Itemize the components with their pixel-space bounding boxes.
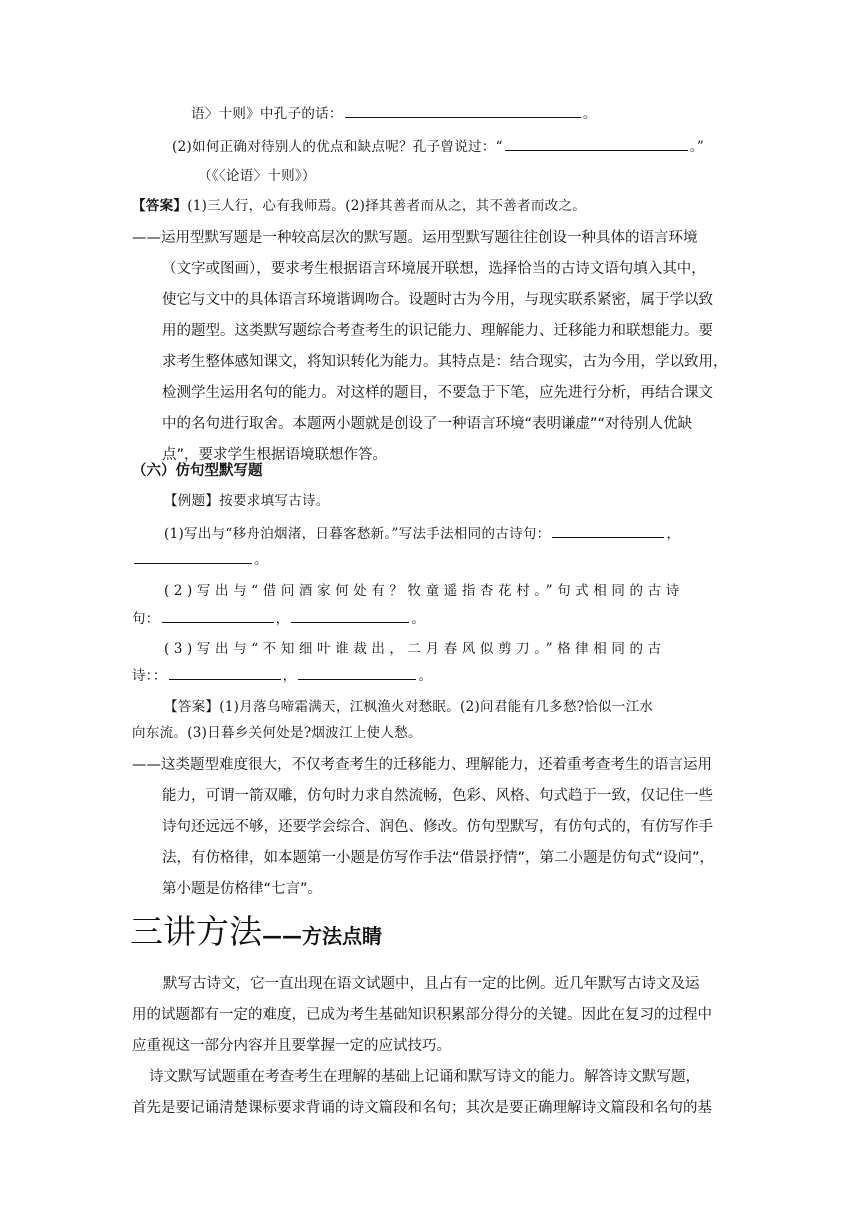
question-line (164, 523, 680, 544)
paragraph-line: 应重视这一部分内容并且要掌握一定的应试技巧。 (132, 1038, 451, 1054)
punctuation: 。 (582, 106, 597, 122)
paragraph-line: 用的试题都有一定的难度，已成为考生基础知识积累部分得分的关键。因此在复习的过程中 (132, 1007, 712, 1023)
answer-line: 向东流。(3)日暮乡关何处是?烟波江上使人愁。 (132, 725, 422, 741)
heading-main: 三讲方法 (130, 912, 262, 951)
example-heading: 【例题】按要求填写古诗。 (164, 493, 330, 509)
analysis-line: 法，有仿格律，如本题第一小题是仿写作手法“借景抒情”，第二小题是仿句式“设问”， (162, 850, 715, 866)
analysis-line: 第小题是仿格律“七言”。 (162, 881, 323, 897)
text-line (191, 103, 597, 124)
answer-line: 【答案】(1)月落乌啼霜满天，江枫渔火对愁眠。(2)问君能有几多愁?恰似一江水 (164, 699, 654, 715)
heading-sub: ——方法点睛 (262, 924, 382, 948)
question-line (132, 549, 268, 570)
punctuation: 。 (411, 611, 426, 627)
page-heading (130, 906, 382, 953)
question-text: (1)写出与“移舟泊烟渚，日暮客愁新。”写法手法相同的古诗句： (164, 526, 551, 542)
answer-text: (1)三人行，心有我师焉。(2)择其善者而从之，其不善者而改之。 (187, 198, 587, 214)
analysis-line: （文字或图画），要求考生根据语言环境展开联想，选择恰当的古诗文语句填入其中， (162, 261, 706, 277)
answer-label: 【答案】 (132, 198, 188, 214)
punctuation: ， (275, 611, 290, 627)
question-text: (2)如何正确对待别人的优点和缺点呢？孔子曾说过：“ (172, 139, 503, 155)
question-line: (3)写出与“不知细叶谁裁出，二月春风似剪刀。”格律相同的古 (164, 641, 666, 657)
paragraph-line: 诗文默写试题重在考查考生在理解的基础上记诵和默写诗文的能力。解答诗文默写题， (149, 1069, 700, 1085)
answer-blank (169, 665, 281, 680)
answer-blank (291, 608, 409, 623)
analysis-line: 能力，可谓一箭双雕，仿句时力求自然流畅，色彩、风格、句式趋于一致，仅记住一些 (162, 788, 713, 804)
answer-blank (552, 523, 664, 538)
punctuation: 。” (689, 139, 705, 155)
question-line (132, 665, 432, 686)
paragraph-line: 首先是要记诵清楚课标要求背诵的诗文篇段和名句；其次是要正确理解诗文篇段和名句的基 (132, 1100, 712, 1116)
question-text: 语〉十则》中孔子的话： (191, 106, 343, 122)
question-line: (2)写出与“借问酒家何处有？牧童遥指杏花村。”句式相同的古诗 (164, 583, 684, 599)
answer-line (132, 196, 586, 216)
analysis-line: 诗句还远远不够，还要学会综合、润色、修改。仿句型默写，有仿句式的，有仿写作手 (162, 819, 713, 835)
answer-blank (505, 136, 688, 151)
question-text: 诗：： (132, 668, 167, 684)
question-line (132, 608, 425, 629)
analysis-line: 点”，要求学生根据语境联想作答。 (162, 447, 388, 463)
answer-blank (162, 608, 274, 623)
answer-blank (134, 549, 252, 564)
answer-blank (345, 103, 581, 118)
analysis-line: 使它与文中的具体语言环境谐调吻合。设题时古为今用，与现实联系紧密，属于学以致 (162, 292, 713, 308)
analysis-line: ——这类题型难度很大，不仅考查考生的迁移能力、理解能力，还着重考查考生的语言运用 (132, 757, 712, 773)
punctuation: 。 (418, 668, 433, 684)
answer-blank (298, 665, 416, 680)
paragraph-line: 默写古诗文，它一直出现在语文试题中，且占有一定的比例。近几年默写古诗文及运 (163, 976, 700, 992)
analysis-line: 用的题型。这类默写题综合考查考生的识记能力、理解能力、迁移能力和联想能力。要 (162, 323, 713, 339)
punctuation: ， (282, 668, 297, 684)
text-line (172, 136, 704, 157)
punctuation: 。 (254, 552, 268, 568)
analysis-line: ——运用型默写题是一种较高层次的默写题。运用型默写题往往创设一种具体的语言环境 (132, 230, 698, 246)
section-title: （六）仿句型默写题 (132, 463, 263, 479)
analysis-line: 求考生整体感知课文，将知识转化为能力。其特点是：结合现实，古为今用，学以致用， (162, 354, 728, 370)
analysis-line: 中的名句进行取舍。本题两小题就是创设了一种语言环境“表明谦虚”“对待别人优缺 (162, 416, 693, 432)
punctuation: ， (666, 526, 681, 542)
analysis-line: 检测学生运用名句的能力。对这样的题目，不要急于下笔，应先进行分析，再结合课文 (162, 385, 713, 401)
question-text: 句： (132, 611, 160, 627)
source-citation: （《〈论语〉十则》） (198, 168, 316, 184)
